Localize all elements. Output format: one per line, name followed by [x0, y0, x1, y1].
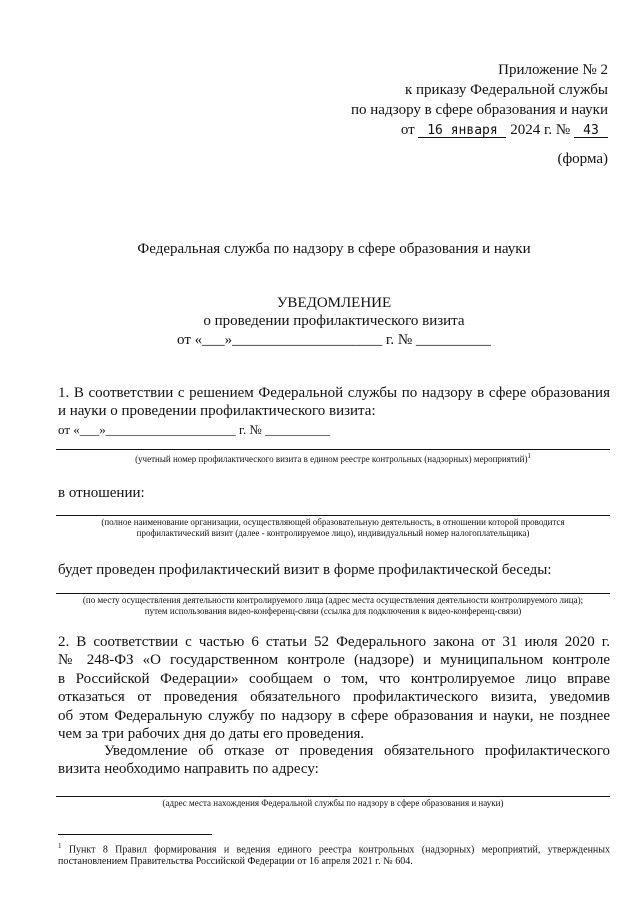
org-name-hint-line1: (полное наименование организации, осуществляющей образовательную деятельность, в отношении которой проводится — [101, 517, 565, 527]
visit-place-hint-line2: путем использования видео-конференц-связи (ссылка для подключения к видео-конференц-связи) — [144, 606, 522, 616]
section2-line1: 2. В соответствии с частью 6 статьи 52 Федерального закона от 31 июля 2020 г. — [58, 634, 610, 650]
org-title: Федеральная служба по надзору в сфере образования и науки — [137, 241, 531, 257]
section2-line2: № 248-ФЗ «О государственном контроле (надзоре) и муниципальном контроле — [58, 652, 610, 669]
order-date-year: 2024 г. № — [510, 122, 571, 138]
footnote-line1 — [58, 840, 610, 856]
registry-footnote-mark: 1 — [527, 452, 531, 460]
registry-number-line — [56, 449, 610, 450]
address-line — [56, 796, 610, 797]
registry-number-hint-text: (учетный номер профилактического визита в едином реестре контрольных (надзорных) мероприятий) — [135, 454, 528, 464]
footnote-mark: 1 — [58, 842, 62, 850]
visit-place-hint-line1: (по месту осуществления деятельности контролируемого лица (адрес места осуществления деятельности контролируемого лица); — [82, 595, 584, 605]
date-prefix: от — [400, 122, 415, 138]
regarding-label: в отношении: — [58, 485, 145, 501]
section1-line1: 1. В соответствии с решением Федеральной службы по надзору в сфере образования — [58, 385, 610, 401]
section2-line5: об этом Федеральную службу по надзору в сфере образования и науки, не позднее — [58, 707, 610, 724]
footnote-line1-text: Пункт 8 Правил формирования и ведения единого реестра контрольных (надзорных) мероприятий, утвержденных — [68, 844, 610, 856]
refusal-line2: визита необходимо направить по адресу: — [58, 761, 319, 777]
visit-place-line — [56, 593, 610, 594]
visit-form-text: будет проведен профилактический визит в форме профилактической беседы: — [58, 562, 552, 578]
order-label: к приказу Федеральной службы — [404, 82, 608, 98]
notice-title: УВЕДОМЛЕНИЕ — [276, 295, 392, 311]
form-label: (форма) — [557, 151, 608, 167]
org-name-line — [56, 515, 610, 516]
header-block — [208, 62, 608, 139]
footnote — [58, 840, 610, 868]
section1-line2: и науки о проведении профилактического визита: — [58, 403, 376, 419]
refusal-line1: Уведомление об отказе от проведения обязательного профилактического — [104, 743, 610, 759]
footnote-line2: постановлением Правительства Российской Федерации от 16 апреля 2021 г. № 604. — [58, 856, 413, 868]
org-name-hint — [56, 517, 610, 539]
agency-label: по надзору в сфере образования и науки — [350, 102, 608, 118]
footnote-separator — [58, 834, 212, 835]
notice-subtitle: о проведении профилактического визита — [203, 313, 465, 329]
order-date-line — [208, 122, 608, 139]
visit-place-hint — [56, 595, 610, 617]
section2-paragraph — [58, 633, 610, 743]
appendix-label: Приложение № 2 — [498, 62, 608, 78]
section2-line4: отказаться от проведения обязательного профилактического визита, уведомив — [58, 689, 610, 706]
registry-number-hint — [56, 451, 610, 465]
address-hint: (адрес места нахождения Федеральной службы по надзору в сфере образования и науки) — [162, 798, 504, 808]
order-date-value: 16 января — [418, 124, 506, 138]
org-name-hint-line2: профилактический визит (далее - контролируемое лицо), индивидуальный номер налогоплательщика) — [136, 528, 530, 538]
order-number-value: 43 — [574, 124, 608, 138]
section2-line3: в Российской Федерации» сообщаем о том, что контролируемое лицо вправе — [58, 670, 610, 687]
section1-date-line: от «___»____________________ г. № __________ — [58, 422, 331, 437]
notice-date-line: от «___»____________________ г. № __________ — [177, 332, 491, 348]
section2-line6: чем за три рабочих дня до даты его проведения. — [58, 726, 365, 743]
